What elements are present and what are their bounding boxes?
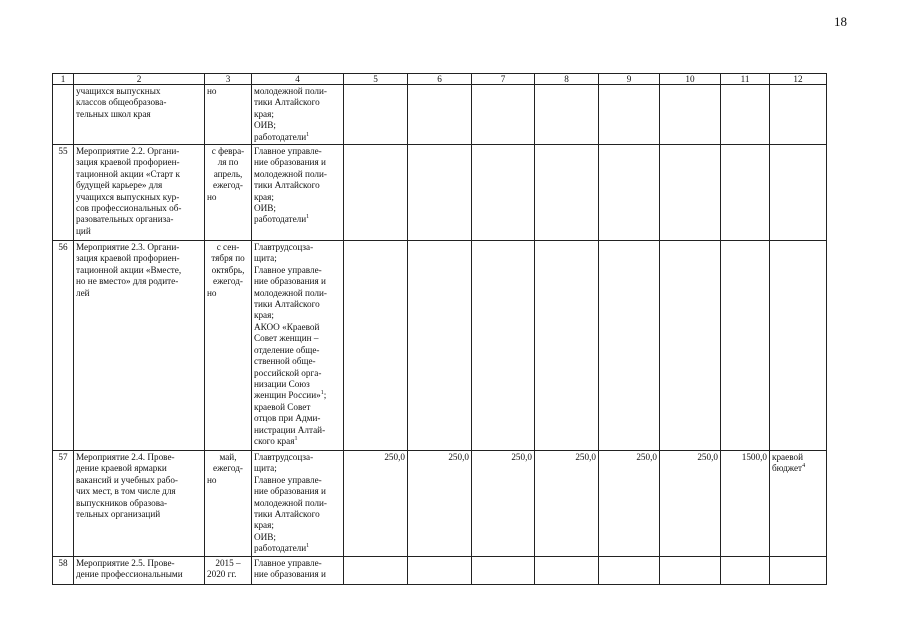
row-number	[53, 85, 74, 145]
column-header: 11	[721, 74, 770, 85]
text-line: АКОО «Краевой	[254, 321, 320, 332]
text-line: ОИВ;	[254, 203, 276, 214]
text-line: Главное управле-	[254, 264, 322, 275]
text-line: сов профессиональных об-	[76, 203, 182, 214]
financing-value	[721, 85, 770, 145]
column-header: 9	[599, 74, 660, 85]
financing-value	[660, 145, 721, 241]
text-line: зация краевой профориен-	[76, 157, 180, 168]
text-line: края;	[254, 310, 274, 321]
event-term	[205, 85, 252, 145]
text-line: отцов при Адми-	[254, 413, 321, 424]
financing-value	[344, 556, 408, 584]
text-line: щита;	[254, 253, 277, 264]
event-description	[74, 241, 205, 451]
text-line: ственной обще-	[254, 356, 316, 367]
financing-value: 1500,0	[721, 451, 770, 557]
text-line: российской орга-	[254, 367, 322, 378]
financing-value	[721, 241, 770, 451]
financing-value	[408, 556, 472, 584]
footnote-marker: 4	[802, 463, 806, 470]
financing-value	[408, 241, 472, 451]
row-number: 58	[53, 556, 74, 584]
financing-value	[472, 556, 535, 584]
footnote-marker: 1	[306, 214, 310, 221]
text-line: чих мест, в том числе для	[76, 486, 176, 497]
text-line: Главное управле-	[254, 474, 322, 485]
financing-value	[721, 556, 770, 584]
text-line: тики Алтайского	[254, 299, 320, 310]
text-line: ОИВ;	[254, 531, 276, 542]
financing-value: 250,0	[344, 451, 408, 557]
event-description	[74, 556, 205, 584]
text-line: ций	[76, 225, 91, 236]
text-line: тельных школ края	[76, 108, 151, 119]
financing-value	[472, 145, 535, 241]
text-fragment: женщин России»	[254, 390, 321, 401]
text-line: Главное управле-	[254, 557, 322, 568]
text-line: ского края$^1$	[254, 435, 298, 446]
financing-value	[535, 241, 599, 451]
table-row	[53, 241, 827, 451]
text-line: щита;	[254, 463, 277, 474]
text-line: женщин России»$^1$;	[254, 390, 327, 401]
column-header: 5	[344, 74, 408, 85]
event-term	[205, 556, 252, 584]
text-line: тационной акции «Вместе,	[76, 264, 182, 275]
table-row	[53, 85, 827, 145]
text-line: классов общеобразова-	[76, 97, 167, 108]
text-line: ние образования и	[254, 486, 326, 497]
text-line: Главное управле-	[254, 146, 322, 157]
event-executors	[252, 241, 344, 451]
table-row	[53, 145, 827, 241]
text-line: Мероприятие 2.4. Прове-	[76, 452, 175, 463]
text-line: Мероприятие 2.5. Прове-	[76, 557, 175, 568]
financing-value	[660, 85, 721, 145]
text-line: молодежной поли-	[254, 86, 327, 96]
financing-value	[535, 556, 599, 584]
financing-value	[344, 241, 408, 451]
financing-value	[472, 241, 535, 451]
text-line: выпускников образова-	[76, 497, 168, 508]
text-line: низации Союз	[254, 378, 310, 389]
financing-value: 250,0	[535, 451, 599, 557]
event-description	[74, 85, 205, 145]
text-line: дение профессиональными	[76, 569, 183, 580]
financing-source	[770, 85, 827, 145]
financing-value	[721, 145, 770, 241]
text-line: с сен-	[216, 242, 240, 253]
column-header: 12	[770, 74, 827, 85]
financing-value: 250,0	[599, 451, 660, 557]
text-line: с февра-	[211, 146, 245, 157]
column-header: 10	[660, 74, 721, 85]
financing-value	[599, 145, 660, 241]
column-number-row	[53, 74, 827, 85]
footnote-marker: 1	[294, 435, 298, 442]
financing-source	[770, 556, 827, 584]
text-line: май,	[219, 452, 237, 463]
text-line: лей	[76, 287, 90, 298]
text-line: молодежной поли-	[254, 287, 327, 298]
financing-value	[599, 85, 660, 145]
text-line: но	[207, 86, 217, 96]
footnote-marker: 1	[306, 543, 310, 550]
row-number: 55	[53, 145, 74, 241]
footnote-marker: 1	[320, 390, 324, 397]
text-line: края;	[254, 108, 274, 119]
column-header: 3	[205, 74, 252, 85]
financing-value	[344, 85, 408, 145]
financing-value: 250,0	[660, 451, 721, 557]
event-executors	[252, 556, 344, 584]
text-line: учащихся выпускных	[76, 86, 161, 96]
text-line: работодатели$^1$	[254, 214, 310, 225]
text-line: 2020 гг.	[207, 569, 237, 580]
text-line: Совет женщин –	[254, 333, 319, 344]
text-line: но	[207, 474, 217, 485]
column-header: 4	[252, 74, 344, 85]
source-text: краевой бюджет	[772, 452, 803, 474]
footnote-marker: 1	[306, 131, 310, 138]
financing-source	[770, 241, 827, 451]
event-term	[205, 145, 252, 241]
text-line: тики Алтайского	[254, 509, 320, 520]
financing-source	[770, 451, 827, 557]
event-description	[74, 145, 205, 241]
text-line: ля по	[217, 157, 239, 168]
text-line: но	[207, 191, 217, 202]
text-line: ежегод-	[213, 463, 243, 474]
column-header: 2	[74, 74, 205, 85]
text-line: работодатели$^1$	[254, 131, 310, 142]
event-executors	[252, 451, 344, 557]
text-line: дение краевой ярмарки	[76, 463, 167, 474]
financing-value	[599, 241, 660, 451]
financing-value	[408, 145, 472, 241]
text-line: разовательных организа-	[76, 214, 174, 225]
event-term	[205, 241, 252, 451]
column-header: 1	[53, 74, 74, 85]
row-number: 56	[53, 241, 74, 451]
text-line: тики Алтайского	[254, 180, 320, 191]
text-line: тября по	[211, 253, 245, 264]
text-line: ние образования и	[254, 276, 326, 287]
table-row	[53, 451, 827, 557]
text-line: Главтрудсоцза-	[254, 242, 314, 253]
text-line: апрель,	[213, 168, 243, 179]
program-table	[52, 73, 827, 585]
table-row	[53, 556, 827, 584]
text-line: ОИВ;	[254, 120, 276, 131]
financing-value	[599, 556, 660, 584]
row-number: 57	[53, 451, 74, 557]
financing-value: 250,0	[472, 451, 535, 557]
text-line: Мероприятие 2.3. Органи-	[76, 242, 180, 253]
event-executors	[252, 145, 344, 241]
column-header: 6	[408, 74, 472, 85]
text-line: ежегод-	[213, 180, 243, 191]
text-line: тики Алтайского	[254, 97, 320, 108]
text-line: ние образования и	[254, 569, 326, 580]
text-line: зация краевой профориен-	[76, 253, 180, 264]
column-header: 8	[535, 74, 599, 85]
text-line: тационной акции «Старт к	[76, 168, 180, 179]
financing-value: 250,0	[408, 451, 472, 557]
text-line: учащихся выпускных кур-	[76, 191, 180, 202]
text-line: 2015 –	[215, 557, 241, 568]
text-line: края;	[254, 191, 274, 202]
page-number: 18	[834, 14, 847, 29]
text-line: тельных организаций	[76, 509, 161, 520]
financing-value	[660, 556, 721, 584]
text-line: отделение обще-	[254, 344, 320, 355]
text-line: молодежной поли-	[254, 497, 327, 508]
text-line: вакансий и учебных рабо-	[76, 474, 178, 485]
text-line: октябрь,	[211, 264, 245, 275]
event-executors	[252, 85, 344, 145]
text-line: краевой Совет	[254, 401, 311, 412]
text-line: края;	[254, 520, 274, 531]
text-line: Мероприятие 2.2. Органи-	[76, 146, 180, 157]
text-line: ежегод-	[213, 276, 243, 287]
text-line: молодежной поли-	[254, 168, 327, 179]
text-line: будущей карьере» для	[76, 180, 163, 191]
financing-value	[344, 145, 408, 241]
text-line: Главтрудсоцза-	[254, 452, 314, 463]
text-line: но	[207, 287, 217, 298]
text-line: работодатели$^1$	[254, 543, 310, 554]
financing-value	[535, 145, 599, 241]
event-description	[74, 451, 205, 557]
financing-value	[472, 85, 535, 145]
financing-value	[408, 85, 472, 145]
financing-source	[770, 145, 827, 241]
text-line: но не вместо» для родите-	[76, 276, 179, 287]
financing-value	[660, 241, 721, 451]
financing-value	[535, 85, 599, 145]
text-line: ние образования и	[254, 157, 326, 168]
event-term	[205, 451, 252, 557]
text-line: нистрации Алтай-	[254, 424, 326, 435]
column-header: 7	[472, 74, 535, 85]
